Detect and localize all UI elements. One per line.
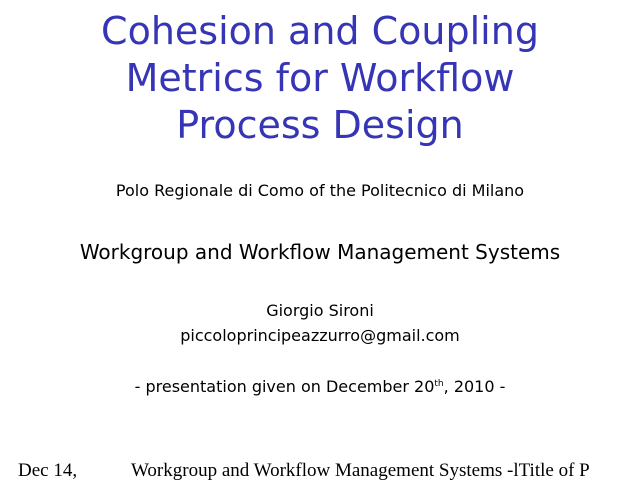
footer-date: Dec 14, (18, 460, 78, 480)
slide-title-line-1: Cohesion and Coupling (101, 9, 539, 53)
slide-footer (0, 458, 640, 480)
presentation-date-suffix: , 2010 - (443, 377, 506, 396)
slide-title (40, 8, 600, 149)
course-name: Workgroup and Workflow Management Systems (79, 240, 561, 264)
footer-title: Workgroup and Workflow Management Systems -lTitle of P (131, 460, 590, 480)
presentation-date-ordinal: th (434, 379, 444, 389)
presentation-date (0, 376, 640, 398)
author-email: piccoloprincipeazzurro@gmail.com (180, 326, 460, 345)
author-name: Giorgio Sironi (266, 301, 374, 320)
presentation-date-prefix: - presentation given on December 20 (134, 377, 435, 396)
institution-text: Polo Regionale di Como of the Politecnico di Milano (115, 181, 525, 200)
slide-title-line-2: Metrics for Workflow (125, 56, 515, 100)
slide-title-line-3: Process Design (176, 103, 464, 147)
